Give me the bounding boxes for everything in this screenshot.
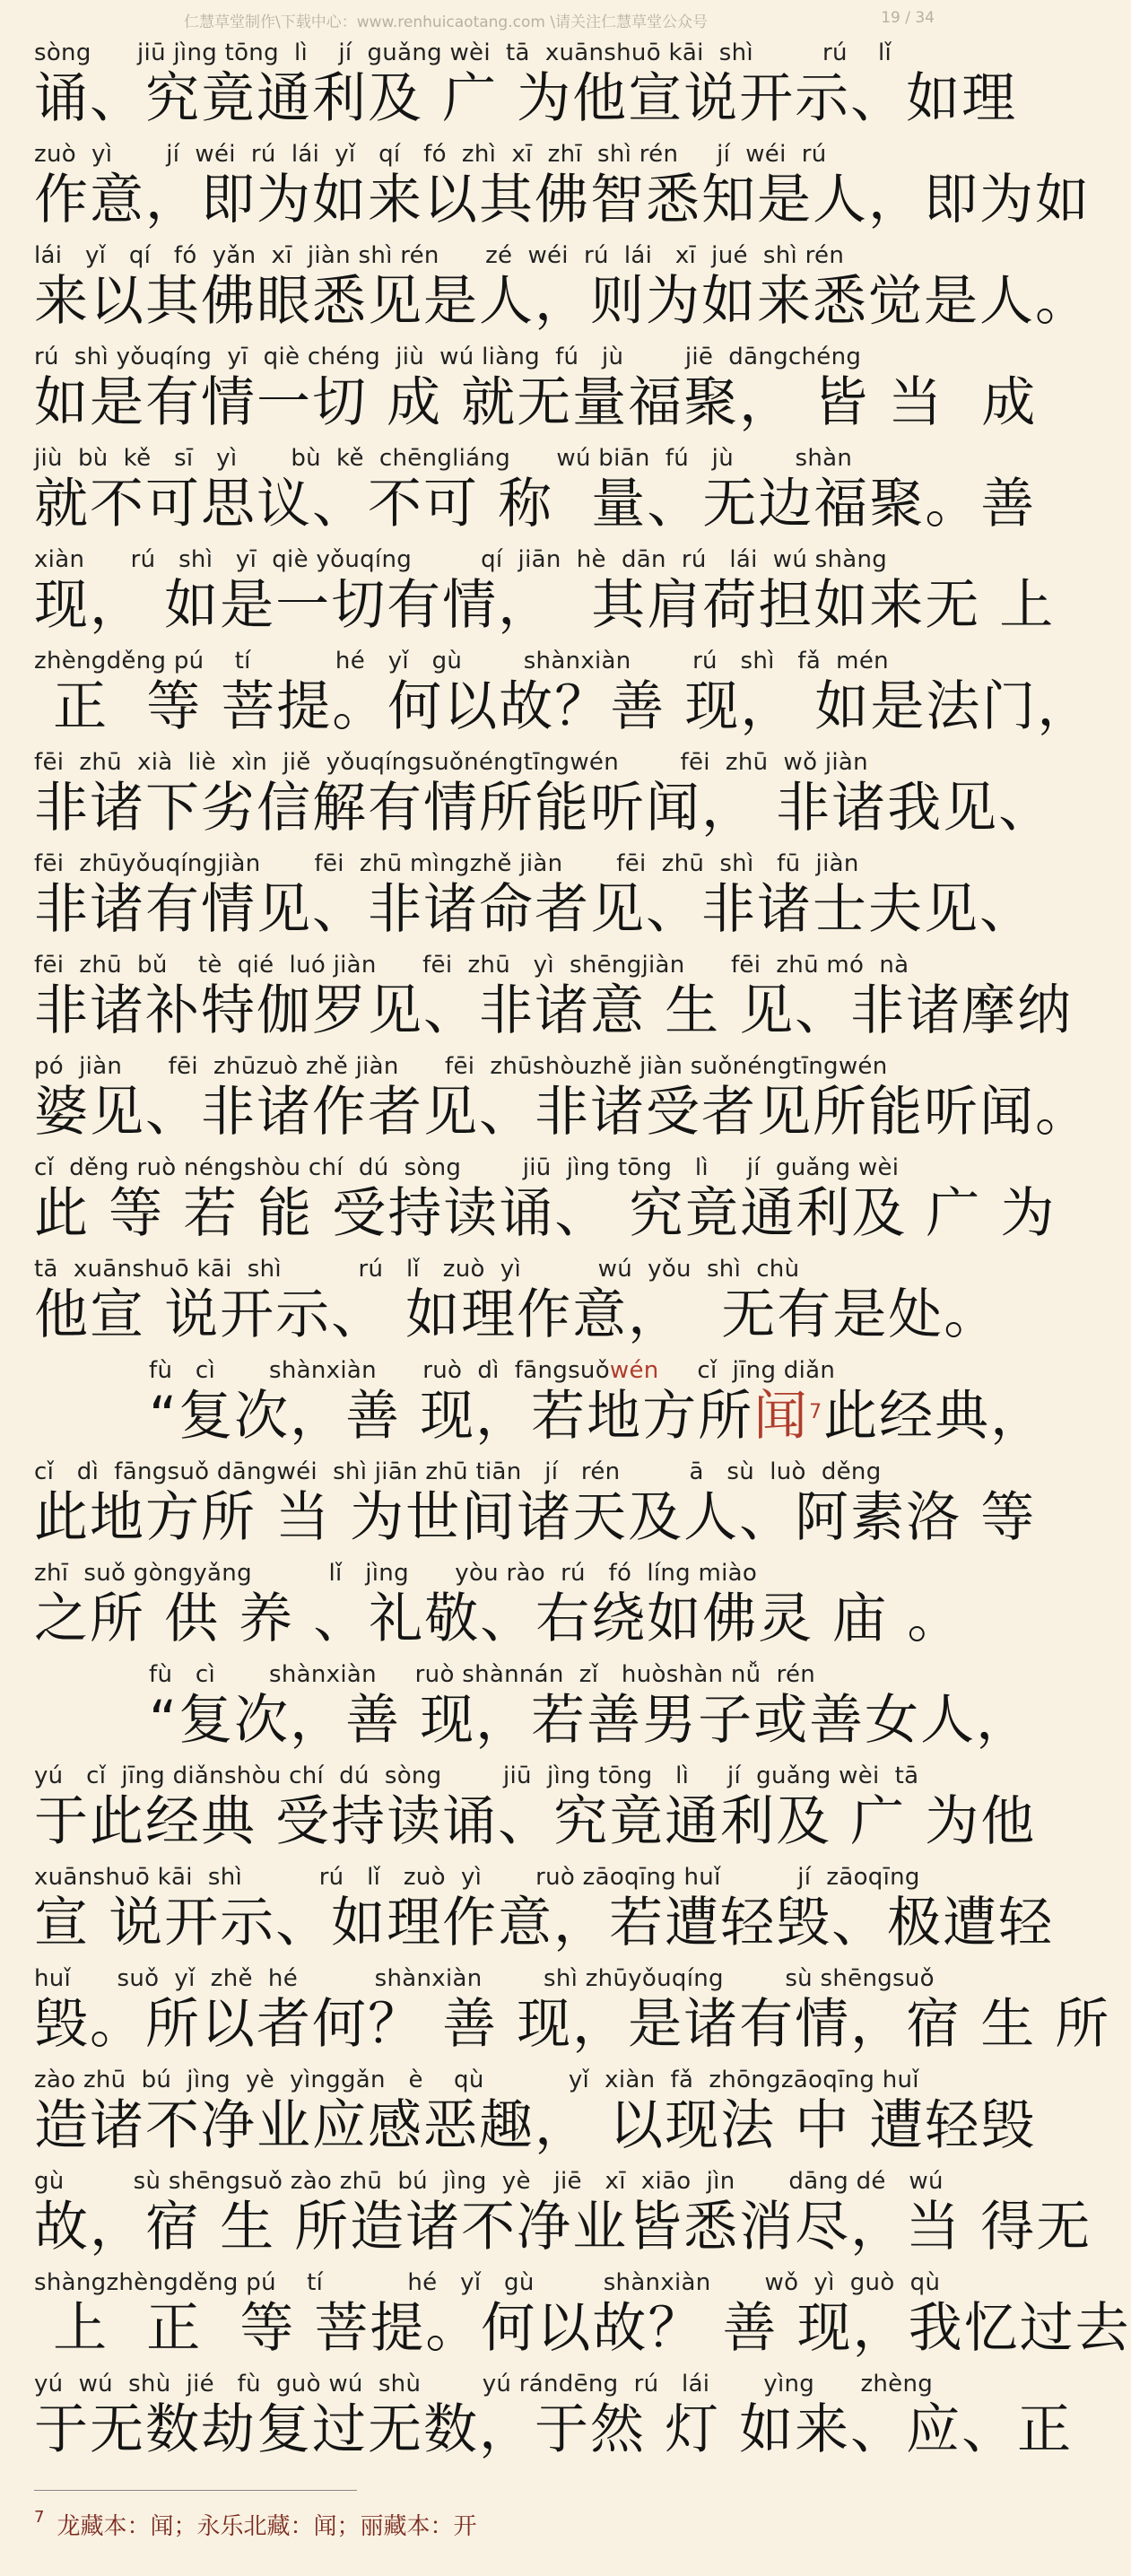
pinyin-line: yú wú shù jié fù guò wú shù yú rándēng rú lái yìng zhèng (34, 2371, 934, 2398)
variant-character: 闻 (753, 1385, 810, 1448)
pinyin-line: sòng jiū jìng tōng lì jí guǎng wèi tā xuānshuō kāi shì rú lǐ (34, 39, 892, 66)
text-line-11 (34, 1051, 1091, 1153)
footnote (34, 2508, 476, 2541)
text-line-9 (34, 849, 1035, 950)
text-line-10 (34, 950, 1074, 1051)
hanzi-line: 他宣 说开示、 如理作意， 无有是处。 (34, 1284, 1000, 1346)
text-line-1 (34, 38, 1018, 139)
text-line-14 (34, 1355, 1047, 1457)
text-line-7 (34, 646, 1093, 747)
text-line-4 (34, 342, 1038, 443)
text-line-15 (34, 1457, 1037, 1558)
text-line-8 (34, 747, 1055, 849)
pinyin-line: gù sù shēngsuǒ zào zhū bú jìng yè jiē xī xiāo jìn dāng dé wú (34, 2168, 944, 2195)
hanzi-line: 婆见、非诸作者见、非诸受者见所能听闻。 (34, 1081, 1091, 1144)
pinyin-line: shàngzhèngděng pú tí hé yǐ gù shànxiàn wǒ yì guò qù (34, 2269, 941, 2296)
page-number: 19 / 34 (881, 9, 935, 27)
text-line-12 (34, 1153, 1057, 1254)
text-line-22 (34, 2166, 1092, 2267)
pinyin-line: lái yǐ qí fó yǎn xī jiàn shì rén zé wéi rú lái xī jué shì rén (34, 242, 845, 269)
pinyin-line: cǐ děng ruò néngshòu chí dú sòng jiū jìng tōng lì jí guǎng wèi (34, 1154, 900, 1181)
hanzi-line: 正 等 菩提。何以故？善 现， 如是法门， (34, 675, 1093, 738)
hanzi-line: 诵、究竟通利及 广 为他宣说开示、如理 (34, 67, 1018, 130)
pinyin-line: zhī suǒ gòngyǎng lǐ jìng yòu rào rú fó líng miào (34, 1560, 758, 1587)
text-line-21 (34, 2065, 1037, 2166)
hanzi-line: 于无数劫复过无数，于然 灯 如来、应、正 (34, 2398, 1074, 2461)
header-title: 仁慧草堂制作\下载中心：www.renhuicaotang.com \请关注仁慧草堂公众号 (184, 13, 709, 31)
hanzi-line (149, 1385, 1046, 1448)
hanzi-line: 之所 供 养 、礼敬、右绕如佛灵 庙 。 (34, 1588, 963, 1650)
pinyin-line (149, 1355, 835, 1386)
pinyin-segment: cǐ jīng diǎn (658, 1357, 836, 1384)
hanzi-line: 作意，即为如来以其佛智悉知是人，即为如 (34, 169, 1091, 231)
hanzi-line: 如是有情一切 成 就无量福聚， 皆 当 成 (34, 371, 1038, 434)
pinyin-line: zhèngděng pú tí hé yǐ gù shànxiàn rú shì fǎ mén (34, 648, 889, 674)
text-line-19 (34, 1862, 1055, 1963)
text-line-2 (34, 139, 1091, 240)
hanzi-segment: “复次，善 现，若地方所 (149, 1385, 754, 1448)
text-line-24 (34, 2369, 1074, 2470)
pinyin-line: yú cǐ jīng diǎnshòu chí dú sòng jiū jìng tōng lì jí guǎng wèi tā (34, 1762, 919, 1789)
pinyin-line: tā xuānshuō kāi shì rú lǐ zuò yì wú yǒu shì chù (34, 1256, 800, 1283)
hanzi-line: 来以其佛眼悉见是人，则为如来悉觉是人。 (34, 270, 1091, 333)
pinyin-line: fēi zhū bǔ tè qié luó jiàn fēi zhū yì shēngjiàn fēi zhū mó nà (34, 952, 909, 979)
text-line-18 (34, 1761, 1037, 1862)
text-line-17 (34, 1659, 1032, 1761)
hanzi-line: 造诸不净业应感恶趣， 以现法 中 遭轻毁 (34, 2094, 1037, 2157)
hanzi-line: “复次，善 现，若善男子或善女人， (149, 1689, 1032, 1752)
page-header (0, 7, 969, 34)
footnote-number: 7 (34, 2508, 45, 2527)
text-line-16 (34, 1558, 963, 1659)
hanzi-line: 非诸下劣信解有情所能听闻， 非诸我见、 (34, 777, 1055, 840)
text-line-3 (34, 240, 1091, 342)
footnote-marker[interactable]: 7 (809, 1401, 824, 1423)
pinyin-line: fēi zhūyǒuqíngjiàn fēi zhū mìngzhě jiàn fēi zhū shì fū jiàn (34, 850, 859, 877)
text-line-13 (34, 1254, 1000, 1355)
text-line-6 (34, 544, 1056, 646)
hanzi-line: 非诸补特伽罗见、非诸意 生 见、非诸摩纳 (34, 979, 1074, 1042)
hanzi-line: 上 正 等 菩提。何以故？ 善 现，我忆过去 (34, 2297, 1131, 2360)
pinyin-line: pó jiàn fēi zhūzuò zhě jiàn fēi zhūshòuzhě jiàn suǒnéngtīngwén (34, 1053, 888, 1080)
text-line-20 (34, 1963, 1111, 2065)
hanzi-line: 现， 如是一切有情， 其肩荷担如来无 上 (34, 574, 1056, 637)
pinyin-line: xuānshuō kāi shì rú lǐ zuò yì ruò zāoqīng huǐ jí zāoqīng (34, 1864, 920, 1891)
hanzi-line: 毁。所以者何？ 善 现，是诸有情，宿 生 所 (34, 1993, 1111, 2056)
pinyin-line: jiù bù kě sī yì bù kě chēngliáng wú biān fú jù shàn (34, 445, 853, 472)
hanzi-line: 故，宿 生 所造诸不净业皆悉消尽，当 得无 (34, 2196, 1092, 2258)
pinyin-segment: fù cì shànxiàn ruò dì fāngsuǒ (149, 1357, 610, 1384)
pinyin-line: zào zhū bú jìng yè yìnggǎn è qù yǐ xiàn fǎ zhōngzāoqīng huǐ (34, 2067, 919, 2093)
scripture-text (34, 38, 1131, 2470)
footnote-text: 龙藏本：闻；永乐北藏：闻；丽藏本：开 (57, 2513, 477, 2540)
pinyin-line: fēi zhū xià liè xìn jiě yǒuqíngsuǒnéngtīngwén fēi zhū wǒ jiàn (34, 749, 868, 776)
pinyin-line: xiàn rú shì yī qiè yǒuqíng qí jiān hè dān rú lái wú shàng (34, 546, 888, 573)
pinyin-line: fù cì shànxiàn ruò shànnán zǐ huòshàn nǚ rén (149, 1661, 816, 1688)
hanzi-line: 于此经典 受持读诵、究竟通利及 广 为他 (34, 1790, 1037, 1853)
pinyin-line: zuò yì jí wéi rú lái yǐ qí fó zhì xī zhī shì rén jí wéi rú (34, 141, 827, 168)
pinyin-line: rú shì yǒuqíng yī qiè chéng jiù wú liàng fú jù jiē dāngchéng (34, 344, 862, 370)
pinyin-line: cǐ dì fāngsuǒ dāngwéi shì jiān zhū tiān jí rén ā sù luò děng (34, 1458, 882, 1485)
text-line-23 (34, 2267, 1131, 2369)
hanzi-line: 此地方所 当 为世间诸天及人、阿素洛 等 (34, 1486, 1037, 1549)
hanzi-line: 此 等 若 能 受持读诵、 究竟通利及 广 为 (34, 1182, 1057, 1245)
text-line-5 (34, 443, 1037, 544)
hanzi-line: 就不可思议、不可 称 量、无边福聚。善 (34, 473, 1037, 535)
hanzi-segment: 此经典， (823, 1385, 1047, 1448)
pinyin-line: huǐ suǒ yǐ zhě hé shànxiàn shì zhūyǒuqíng sù shēngsuǒ (34, 1965, 935, 1992)
hanzi-line: 宣 说开示、如理作意，若遭轻毁、极遭轻 (34, 1892, 1055, 1954)
footnote-divider (34, 2490, 357, 2491)
variant-pinyin: wén (609, 1357, 659, 1384)
hanzi-line: 非诸有情见、非诸命者见、非诸士夫见、 (34, 878, 1035, 941)
